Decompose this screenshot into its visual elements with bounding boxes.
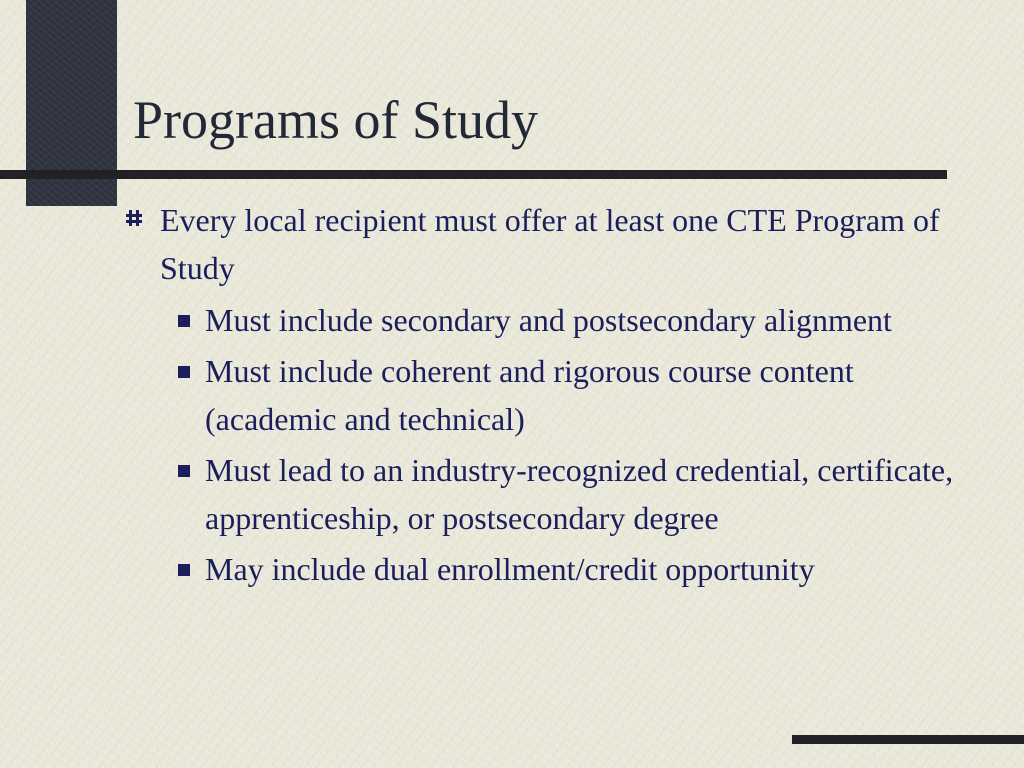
sub-bullet-text: Must include secondary and postsecondary alignment (205, 302, 892, 338)
footer-rule (792, 735, 1024, 744)
slide-content (122, 196, 982, 596)
square-bullet-icon (178, 564, 190, 576)
bullet-item (122, 196, 970, 292)
square-bullet-icon (178, 315, 190, 327)
sub-bullet-item (122, 446, 965, 542)
sub-bullet-list (122, 296, 982, 593)
sub-bullet-item (122, 347, 965, 443)
sub-bullet-item (122, 296, 965, 344)
slide-title: Programs of Study (133, 90, 538, 150)
sub-bullet-text: May include dual enrollment/credit opportunity (205, 551, 815, 587)
sub-bullet-text: Must lead to an industry-recognized credential, certificate, apprenticeship, or postsecondary degree (205, 452, 954, 536)
bullet-text: Every local recipient must offer at least one CTE Program of Study (160, 202, 940, 286)
square-bullet-icon (178, 465, 190, 477)
title-underline-rule (0, 170, 947, 179)
sub-bullet-text: Must include coherent and rigorous course content (academic and technical) (205, 353, 854, 437)
sub-bullet-item (122, 545, 965, 593)
hash-bullet-icon (126, 209, 142, 227)
square-bullet-icon (178, 366, 190, 378)
